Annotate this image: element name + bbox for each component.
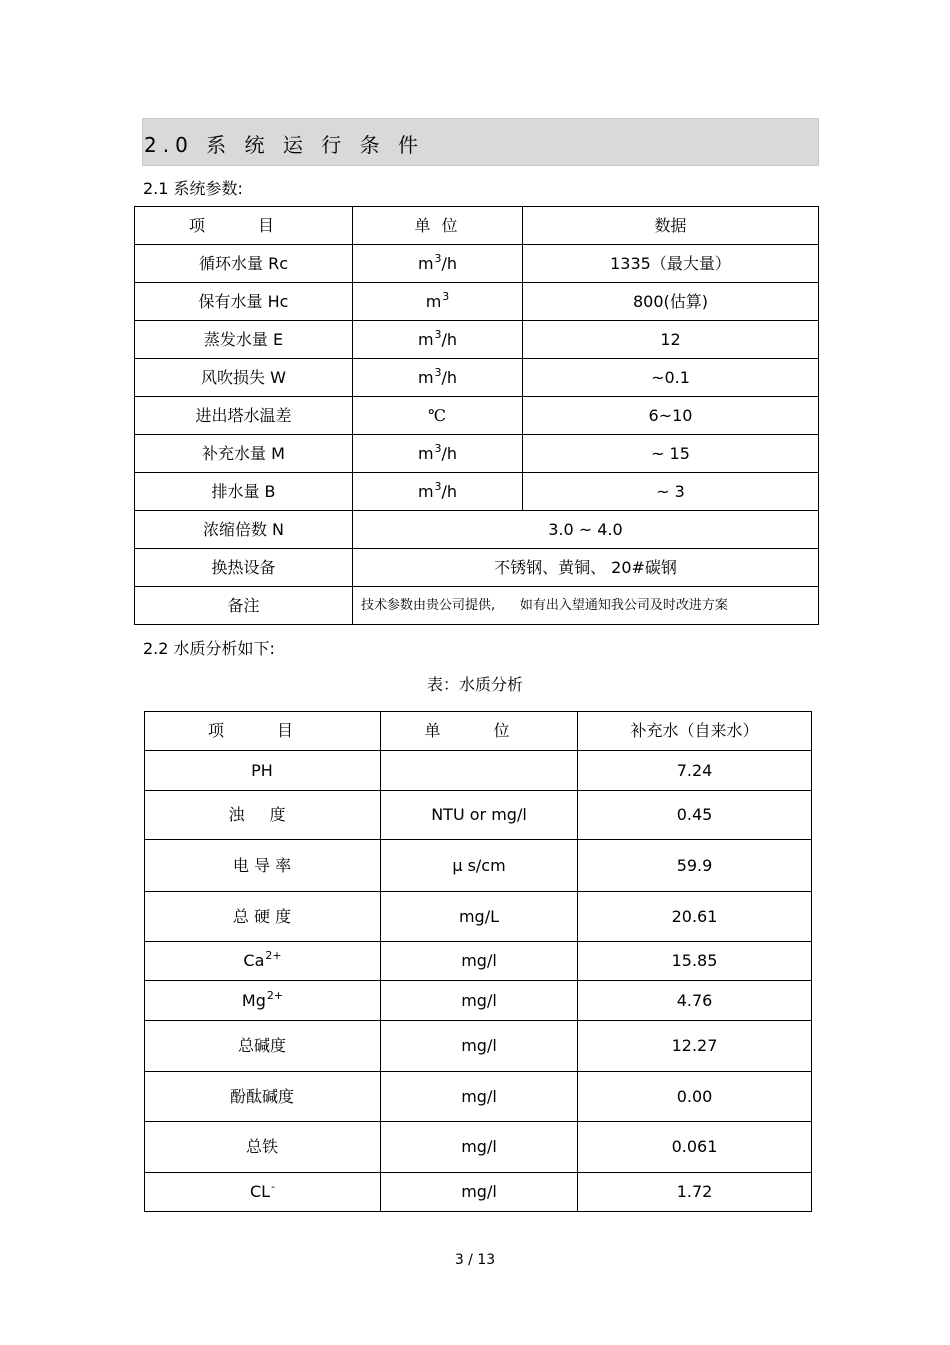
subsection-title-system-params: 2.1 系统参数: <box>143 179 243 198</box>
table-row <box>135 397 819 435</box>
table-row <box>135 473 819 511</box>
section-header-bar <box>142 118 819 166</box>
table-header-row <box>145 712 812 751</box>
param-name: 进出塔水温差 <box>135 397 353 435</box>
water-quality-table <box>144 711 812 1212</box>
table-row <box>145 840 812 892</box>
header-item: 项 目 <box>145 712 381 751</box>
analysis-item: 电 导 率 <box>145 840 381 892</box>
param-unit: $m^3/h$ <box>353 359 523 397</box>
analysis-unit: mg/l <box>381 1021 578 1072</box>
analysis-unit: mg/L <box>381 892 578 942</box>
param-value: 6~10 <box>523 397 819 435</box>
analysis-value: 59.9 <box>578 840 812 892</box>
analysis-item: $Mg^{2+}$ <box>145 981 381 1021</box>
table-row <box>135 435 819 473</box>
table-row <box>145 1021 812 1072</box>
analysis-unit: mg/l <box>381 1072 578 1122</box>
analysis-unit: mg/l <box>381 1173 578 1212</box>
remarks-text: 技术参数由贵公司提供, 如有出入望通知我公司及时改进方案 <box>353 587 819 625</box>
param-unit: $m^3/h$ <box>353 245 523 283</box>
table-row <box>145 751 812 791</box>
param-name: 备注 <box>135 587 353 625</box>
table-row <box>145 942 812 981</box>
analysis-value: 4.76 <box>578 981 812 1021</box>
param-unit: $m^3$ <box>353 283 523 321</box>
analysis-value: 0.061 <box>578 1122 812 1173</box>
param-name: 换热设备 <box>135 549 353 587</box>
param-value: 800(估算) <box>523 283 819 321</box>
analysis-item: CL- <box>145 1173 381 1212</box>
table-row <box>145 1072 812 1122</box>
param-value: 12 <box>523 321 819 359</box>
page-number: 3 / 13 <box>454 1252 496 1268</box>
analysis-value: 7.24 <box>578 751 812 791</box>
param-value: 3.0 ~ 4.0 <box>353 511 819 549</box>
param-unit: ℃ <box>353 397 523 435</box>
table-row <box>145 1122 812 1173</box>
analysis-unit: mg/l <box>381 1122 578 1173</box>
subsection-title-water-quality: 2.2 水质分析如下: <box>143 639 275 658</box>
analysis-item: 总铁 <box>145 1122 381 1173</box>
analysis-unit: μ s/cm <box>381 840 578 892</box>
analysis-unit: mg/l <box>381 942 578 981</box>
param-name: 浓缩倍数 N <box>135 511 353 549</box>
table-header-row <box>135 207 819 245</box>
analysis-item: 酚酞碱度 <box>145 1072 381 1122</box>
param-name: 补充水量 M <box>135 435 353 473</box>
table-caption: 表：水质分析 <box>426 675 523 694</box>
section-title: 2.0 系 统 运 行 条 件 <box>144 133 424 157</box>
analysis-unit: NTU or mg/l <box>381 791 578 840</box>
analysis-value: 1.72 <box>578 1173 812 1212</box>
param-name: 循环水量 Rc <box>135 245 353 283</box>
param-name: 风吹损失 W <box>135 359 353 397</box>
param-value: ~0.1 <box>523 359 819 397</box>
table-row <box>135 587 819 625</box>
analysis-value: 12.27 <box>578 1021 812 1072</box>
analysis-unit: mg/l <box>381 981 578 1021</box>
analysis-item: 总碱度 <box>145 1021 381 1072</box>
table-row <box>145 791 812 840</box>
param-value: 1335（最大量） <box>523 245 819 283</box>
analysis-value: 0.00 <box>578 1072 812 1122</box>
param-name: 蒸发水量 E <box>135 321 353 359</box>
system-params-table <box>134 206 819 625</box>
analysis-item: PH <box>145 751 381 791</box>
table-row <box>145 981 812 1021</box>
header-data: 数据 <box>523 207 819 245</box>
header-item: 项 目 <box>135 207 353 245</box>
table-row <box>135 245 819 283</box>
table-row <box>135 549 819 587</box>
table-row <box>135 321 819 359</box>
param-unit: $m^3/h$ <box>353 435 523 473</box>
param-value: 不锈钢、黄铜、 20#碳钢 <box>353 549 819 587</box>
table-row <box>135 359 819 397</box>
param-name: 排水量 B <box>135 473 353 511</box>
param-name: 保有水量 Hc <box>135 283 353 321</box>
analysis-item: $Ca^{2+}$ <box>145 942 381 981</box>
param-value: ~ 3 <box>523 473 819 511</box>
table-row <box>145 1173 812 1212</box>
param-unit: $m^3/h$ <box>353 321 523 359</box>
header-unit: 单 位 <box>353 207 523 245</box>
analysis-value: 15.85 <box>578 942 812 981</box>
header-unit: 单 位 <box>381 712 578 751</box>
analysis-value: 0.45 <box>578 791 812 840</box>
table-row <box>135 511 819 549</box>
analysis-item: 浊 度 <box>145 791 381 840</box>
table-row <box>135 283 819 321</box>
table-row <box>145 892 812 942</box>
analysis-unit <box>381 751 578 791</box>
param-unit: $m^3/h$ <box>353 473 523 511</box>
analysis-item: 总 硬 度 <box>145 892 381 942</box>
analysis-value: 20.61 <box>578 892 812 942</box>
header-makeup-water: 补充水（自来水） <box>578 712 812 751</box>
param-value: ~ 15 <box>523 435 819 473</box>
